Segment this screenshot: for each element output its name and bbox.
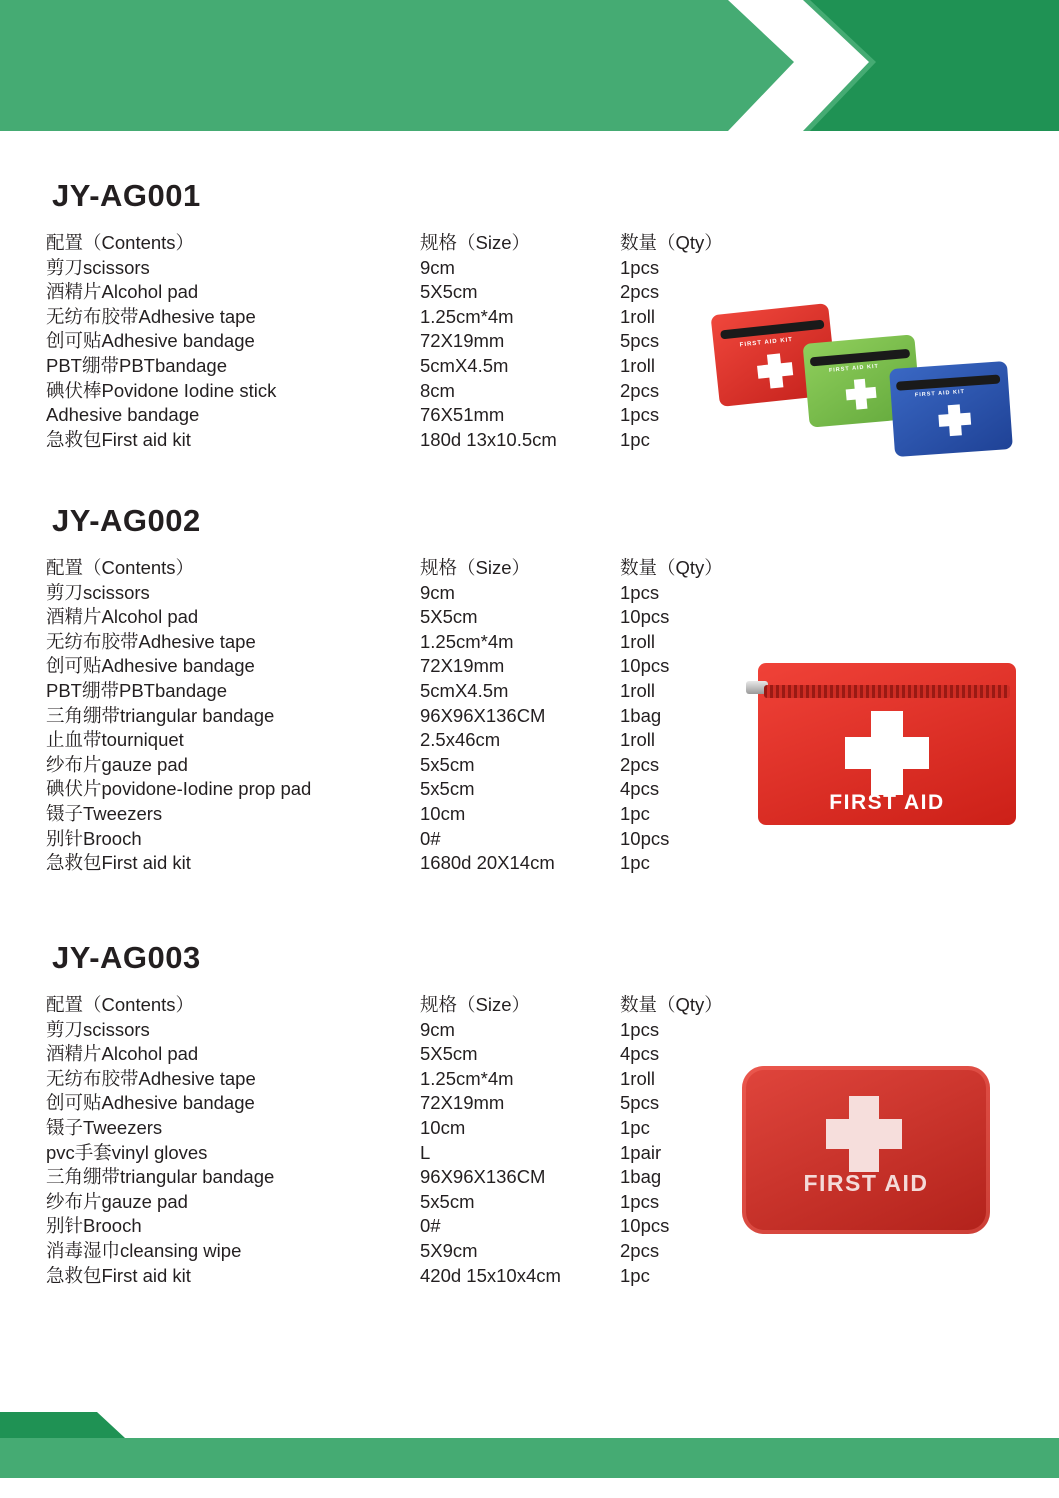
cell-size: 5x5cm (420, 1190, 475, 1212)
cell-contents: 酒精片Alcohol pad (46, 606, 199, 628)
cell-size: 9cm (420, 581, 455, 603)
cell-contents: 三角绷带triangular bandage (46, 1166, 275, 1188)
cell-contents: 无纺布胶带Adhesive tape (46, 305, 256, 327)
model-title-2: JY-AG002 (52, 503, 201, 538)
cell-qty: 1roll (620, 679, 655, 701)
cell-contents: 急救包First aid kit (46, 852, 191, 874)
cell-size: 96X96X136CM (420, 1166, 546, 1188)
cell-qty: 1pcs (620, 581, 660, 603)
cell-size: 5X9cm (420, 1239, 478, 1261)
cell-qty: 1roll (620, 630, 655, 652)
cell-qty: 5pcs (620, 1092, 660, 1114)
table-row (46, 802, 746, 827)
cell-qty: 4pcs (620, 1043, 660, 1065)
cross-icon-red-bar (757, 362, 793, 379)
cell-size: 9cm (420, 256, 455, 278)
cell-qty: 1pair (620, 1141, 662, 1163)
cell-qty: 1pc (620, 1264, 650, 1286)
cell-contents: 急救包First aid kit (46, 1264, 191, 1286)
cell-size: 1680d 20X14cm (420, 852, 555, 874)
table-row (46, 630, 746, 655)
boxy-bag-red (742, 1066, 990, 1234)
spec-header-row (46, 556, 746, 581)
cell-size: 5X5cm (420, 606, 478, 628)
cell-contents: 别针Brooch (46, 827, 142, 849)
cell-size: 5cmX4.5m (420, 679, 509, 701)
table-row (46, 605, 746, 630)
pouch-green-label: FIRST AID KIT (828, 363, 880, 374)
boxy-bag-label: FIRST AID (803, 1170, 929, 1196)
cell-contents: 无纺布胶带Adhesive tape (46, 1067, 256, 1089)
cell-qty: 1pcs (620, 404, 660, 426)
table-row (46, 1091, 746, 1116)
cell-size: 0# (420, 1215, 441, 1237)
cell-qty: 1pcs (620, 1018, 660, 1040)
cross-icon-blue-bar (938, 413, 971, 427)
cell-contents: 别针Brooch (46, 1215, 142, 1237)
spec-table-3 (46, 993, 746, 1288)
cell-size: 1.25cm*4m (420, 305, 514, 327)
cross-icon-boxy-bar (826, 1119, 902, 1149)
table-row (46, 753, 746, 778)
cell-contents: PBT绷带PBTbandage (46, 679, 227, 701)
cell-size: 1.25cm*4m (420, 630, 514, 652)
table-row (46, 728, 746, 753)
cell-size: 5cmX4.5m (420, 354, 509, 376)
pouch-blue-label: FIRST AID KIT (914, 388, 966, 399)
column-header-size: 规格（Size） (420, 994, 530, 1015)
column-header-qty: 数量（Qty） (620, 557, 723, 578)
table-row (46, 329, 746, 354)
table-row (46, 1116, 746, 1141)
cell-qty: 5pcs (620, 330, 660, 352)
cell-qty: 10pcs (620, 827, 670, 849)
cross-icon-green-bar (846, 387, 877, 401)
page-header-banner (0, 0, 1059, 131)
product-image-1 (706, 305, 1036, 465)
cell-size: 2.5x46cm (420, 729, 501, 751)
cell-size: 72X19mm (420, 655, 505, 677)
cell-contents: 纱布片gauze pad (46, 1190, 188, 1212)
cell-size: 76X51mm (420, 404, 505, 426)
table-row (46, 1264, 746, 1289)
spec-header-row (46, 231, 746, 256)
table-row (46, 280, 746, 305)
spec-header-row (46, 993, 746, 1018)
cell-qty: 4pcs (620, 778, 660, 800)
table-row (46, 1190, 746, 1215)
table-row (46, 1067, 746, 1092)
cell-qty: 1bag (620, 1166, 662, 1188)
model-title-3: JY-AG003 (52, 940, 201, 975)
cell-contents: 酒精片Alcohol pad (46, 281, 199, 303)
cell-size: L (420, 1141, 431, 1163)
table-row (46, 379, 746, 404)
cell-size: 5X5cm (420, 281, 478, 303)
cell-contents: 创可贴Adhesive bandage (46, 330, 255, 352)
zipper-red-flat (764, 685, 1010, 698)
cell-size: 9cm (420, 1018, 455, 1040)
cell-qty: 10pcs (620, 655, 670, 677)
cell-qty: 2pcs (620, 281, 660, 303)
cell-contents: 创可贴Adhesive bandage (46, 655, 255, 677)
cell-contents: pvc手套vinyl gloves (46, 1141, 208, 1163)
cell-qty: 1pc (620, 1116, 650, 1138)
cell-qty: 1pcs (620, 256, 660, 278)
spec-table-2 (46, 556, 746, 876)
cell-size: 10cm (420, 802, 466, 824)
flat-pouch-red (758, 663, 1016, 825)
cell-contents: 镊子Tweezers (46, 1116, 163, 1138)
cell-size: 180d 13x10.5cm (420, 428, 557, 450)
table-row (46, 305, 746, 330)
cell-qty: 2pcs (620, 1239, 660, 1261)
cell-size: 96X96X136CM (420, 704, 546, 726)
flat-pouch-label: FIRST AID (829, 791, 945, 814)
table-row (46, 428, 746, 453)
table-row (46, 1239, 746, 1264)
cell-size: 420d 15x10x4cm (420, 1264, 561, 1286)
model-title-1: JY-AG001 (52, 178, 201, 213)
table-row (46, 1214, 746, 1239)
cell-qty: 1pc (620, 852, 650, 874)
cell-contents: 剪刀scissors (46, 581, 150, 603)
cell-contents: 碘伏棒Povidone Iodine stick (46, 379, 277, 401)
cell-contents: 镊子Tweezers (46, 802, 163, 824)
product-image-3 (736, 1062, 1026, 1242)
cell-size: 8cm (420, 379, 455, 401)
product-image-2 (748, 655, 1018, 835)
table-row (46, 704, 746, 729)
cell-qty: 1pc (620, 428, 650, 450)
table-row (46, 777, 746, 802)
cell-contents: 剪刀scissors (46, 1018, 150, 1040)
cell-size: 5x5cm (420, 778, 475, 800)
table-row (46, 1018, 746, 1043)
page-footer-banner (0, 1400, 1059, 1498)
zipper-red (720, 320, 824, 340)
table-row (46, 581, 746, 606)
column-header-contents: 配置（Contents） (46, 232, 195, 253)
column-header-size: 规格（Size） (420, 232, 530, 253)
table-row (46, 827, 746, 852)
cell-contents: 三角绷带triangular bandage (46, 704, 275, 726)
column-header-contents: 配置（Contents） (46, 557, 195, 578)
pouch-blue (889, 361, 1013, 457)
cell-qty: 1roll (620, 1067, 655, 1089)
cell-qty: 10pcs (620, 606, 670, 628)
spec-table-1 (46, 231, 746, 452)
cell-contents: 急救包First aid kit (46, 428, 191, 450)
footer-light-green-band (0, 1412, 1059, 1478)
cross-icon-flat-bar (845, 737, 929, 769)
table-row (46, 1042, 746, 1067)
cell-contents: 止血带tourniquet (46, 729, 184, 751)
cell-qty: 1pcs (620, 1190, 660, 1212)
cell-contents: 创可贴Adhesive bandage (46, 1092, 255, 1114)
column-header-size: 规格（Size） (420, 557, 530, 578)
cell-contents: 纱布片gauze pad (46, 753, 188, 775)
cell-qty: 1roll (620, 305, 655, 327)
zipper-blue (896, 375, 1000, 391)
cell-qty: 2pcs (620, 753, 660, 775)
cell-contents: Adhesive bandage (46, 404, 200, 426)
column-header-contents: 配置（Contents） (46, 994, 195, 1015)
cell-size: 0# (420, 827, 441, 849)
cell-qty: 1pc (620, 802, 650, 824)
cell-size: 72X19mm (420, 1092, 505, 1114)
zipper-green (810, 349, 910, 367)
cell-size: 72X19mm (420, 330, 505, 352)
column-header-qty: 数量（Qty） (620, 232, 723, 253)
table-row (46, 679, 746, 704)
cell-contents: 消毒湿巾cleansing wipe (46, 1239, 242, 1261)
table-row (46, 1141, 746, 1166)
cell-contents: 酒精片Alcohol pad (46, 1043, 199, 1065)
table-row (46, 654, 746, 679)
cell-size: 5x5cm (420, 753, 475, 775)
cell-contents: 碘伏片povidone-Iodine prop pad (46, 778, 312, 800)
cell-qty: 1roll (620, 354, 655, 376)
cell-qty: 2pcs (620, 379, 660, 401)
table-row (46, 851, 746, 876)
cell-qty: 10pcs (620, 1215, 670, 1237)
cell-qty: 1roll (620, 729, 655, 751)
cell-contents: 无纺布胶带Adhesive tape (46, 630, 256, 652)
cell-contents: 剪刀scissors (46, 256, 150, 278)
cell-contents: PBT绷带PBTbandage (46, 354, 227, 376)
table-row (46, 403, 746, 428)
table-row (46, 1165, 746, 1190)
cell-size: 1.25cm*4m (420, 1067, 514, 1089)
cell-qty: 1bag (620, 704, 662, 726)
cell-size: 5X5cm (420, 1043, 478, 1065)
table-row (46, 354, 746, 379)
column-header-qty: 数量（Qty） (620, 994, 723, 1015)
cell-size: 10cm (420, 1116, 466, 1138)
table-row (46, 256, 746, 281)
pouch-red-label: FIRST AID KIT (739, 336, 794, 349)
